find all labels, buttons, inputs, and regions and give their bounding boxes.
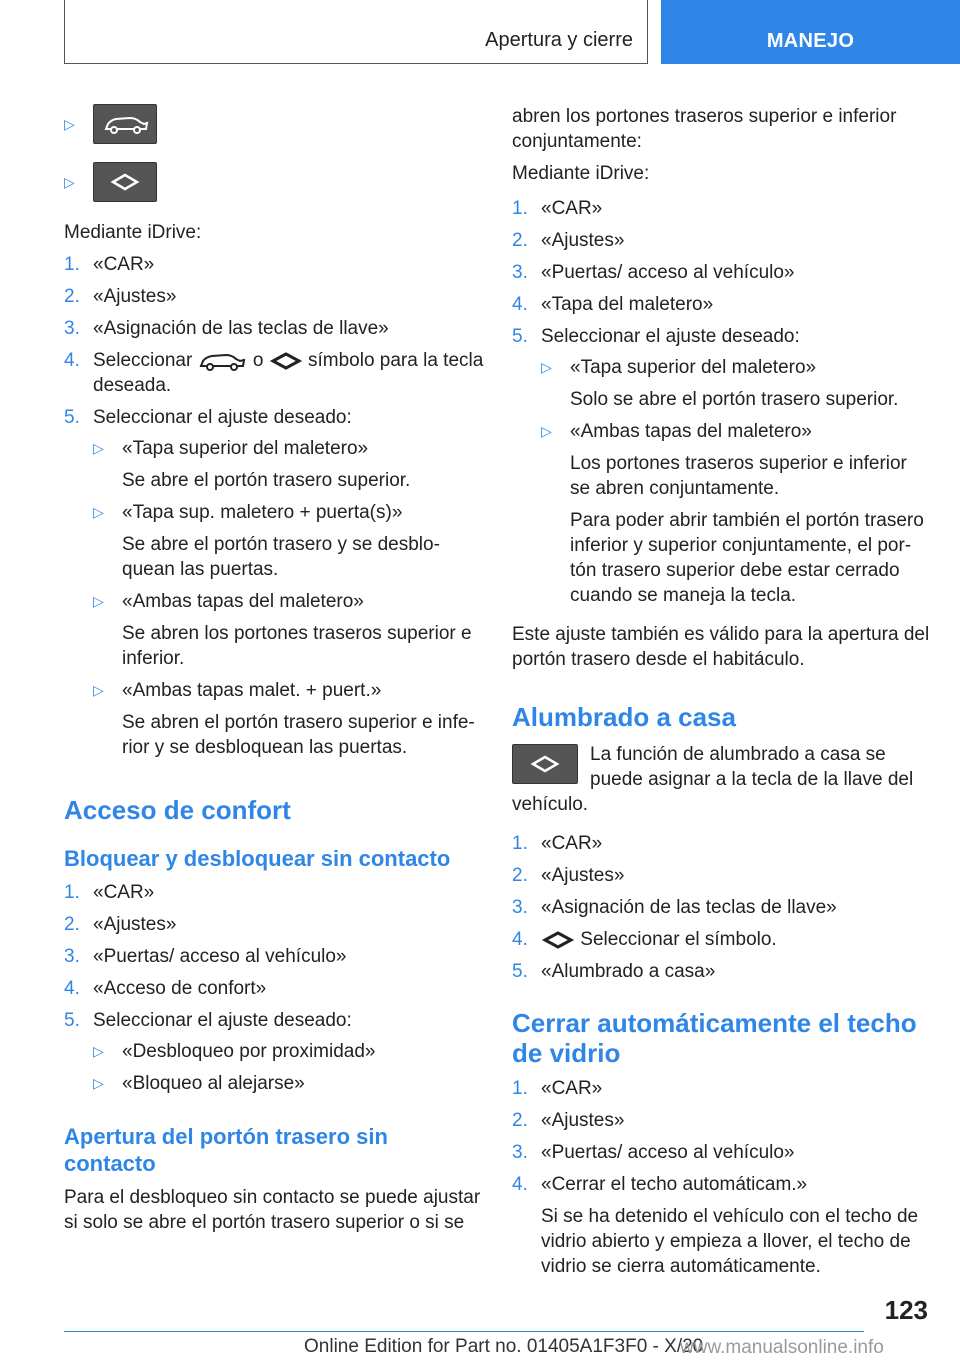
list-item: 2. «Ajustes» (512, 230, 625, 251)
list-item: 3. «Asignación de las teclas de llave» (512, 897, 837, 918)
key-icon-diamond-row (64, 162, 484, 202)
triangle-bullet-icon: ▷ (541, 359, 552, 375)
triangle-bullet-icon: ▷ (64, 173, 75, 190)
option-item: ▷ «Ambas tapas malet. + puert.» Se abren el portón trasero superior e infe-rior y se desbloquean las puertas. (93, 680, 475, 758)
triangle-bullet-icon: ▷ (93, 1043, 104, 1059)
list-item: 1. «CAR» (512, 198, 603, 219)
triangle-bullet-icon: ▷ (93, 1075, 104, 1091)
heading-auto-close-roof: Cerrar automáticamente el techo de vidrio (512, 1008, 917, 1068)
heading-comfort-access: Acceso de confort (64, 795, 291, 825)
list-item: 5. Seleccionar el ajuste deseado: ▷ «Tapa superior del maletero» Se abre el portón trasero superior. ▷ «Tapa sup. maletero + puerta(s)» Se abre el portón trasero y se desblo-quean las puertas. ▷ «Ambas tapas del maletero» Se abren los portones traseros superior e inferior. ▷ «Ambas tapas malet. + puert.» Se abren el portón trasero superior e infe-rior y se desbloquean las puertas. (64, 405, 484, 767)
right-column (512, 104, 930, 1286)
triangle-bullet-icon: ▷ (64, 115, 75, 132)
chapter-tab (661, 0, 960, 64)
car-tailgate-key-icon (93, 104, 157, 144)
triangle-bullet-icon: ▷ (93, 682, 104, 698)
list-item: 4. Seleccionar o símbolo para la tecla deseada. (64, 350, 484, 396)
car-outline-icon (198, 350, 248, 372)
valid-note: Este ajuste también es válido para la apertura del portón trasero desde el habitáculo. (512, 624, 930, 670)
triangle-bullet-icon: ▷ (93, 504, 104, 520)
watermark: www.manualsonline.info (680, 1337, 884, 1358)
key-icon-car-row (64, 104, 484, 144)
assign-steps (64, 252, 484, 767)
lock-steps (64, 880, 484, 1103)
list-item: 4. «Tapa del maletero» (512, 294, 714, 315)
idrive-label: Mediante iDrive: (512, 163, 650, 184)
list-item: 1. «CAR» (512, 833, 603, 854)
list-item: 2. «Ajustes» (64, 914, 177, 935)
list-item: 3. «Puertas/ acceso al vehículo» (512, 262, 795, 283)
tailgate-steps (512, 196, 930, 615)
heading-keyless-lock: Bloquear y desbloquear sin contacto (64, 846, 451, 871)
heading-keyless-tailgate: Apertura del portón trasero sin contacto (64, 1124, 388, 1176)
list-item: 5. Seleccionar el ajuste deseado: ▷ «Tapa superior del maletero» Solo se abre el portón trasero superior. ▷ «Ambas tapas del maletero» Los portones traseros superior e inferior se abren conjuntamente. Para poder abrir también el portón trasero inferior y superior conjuntamente, el por-tón trasero superior debe estar cerrado cuando se maneja la tecla. (512, 324, 930, 615)
section-tab (64, 0, 648, 64)
list-item: 5. «Alumbrado a casa» (512, 961, 716, 982)
triangle-bullet-icon: ▷ (93, 440, 104, 456)
list-item: 1. «CAR» (512, 1078, 603, 1099)
footer-divider (64, 1331, 864, 1332)
page-number: 123 (884, 1295, 928, 1325)
diamond-outline-icon (269, 350, 303, 372)
list-item: 4. Seleccionar el símbolo. (512, 929, 777, 950)
list-item: 3. «Puertas/ acceso al vehículo» (512, 1142, 795, 1163)
list-item: 3. «Puertas/ acceso al vehículo» (64, 946, 347, 967)
option-item: ▷ «Ambas tapas del maletero» Los portones traseros superior e inferior se abren conjuntamente. Para poder abrir también el portón trasero inferior y superior conjuntamente, el por-tón trasero superior debe estar cerrado cuando se maneja la tecla. (541, 421, 924, 606)
option-item: ▷ «Tapa superior del maletero» Solo se abre el portón trasero superior. (541, 357, 899, 410)
tailgate-text: Para el desbloqueo sin contacto se puede ajustar si solo se abre el portón trasero superior o si se (64, 1187, 481, 1233)
heading-home-lighting: Alumbrado a casa (512, 702, 736, 732)
list-item: 1. «CAR» (64, 882, 155, 903)
home-steps (512, 831, 930, 984)
idrive-label: Mediante iDrive: (64, 222, 202, 243)
list-item: 2. «Ajustes» (64, 286, 177, 307)
triangle-bullet-icon: ▷ (93, 593, 104, 609)
list-item: 4. «Acceso de confort» (64, 978, 267, 999)
edition-label: Online Edition for Part no. 01405A1F3F0 - X/20 (304, 1336, 704, 1357)
diamond-key-icon (512, 744, 578, 784)
chapter-title: MANEJO (766, 30, 855, 52)
list-item: 5. Seleccionar el ajuste deseado: ▷ «Desbloqueo por proximidad» ▷ «Bloqueo al alejarse» (64, 1008, 484, 1103)
left-column (64, 104, 484, 1242)
section-title: Apertura y cierre (485, 29, 633, 51)
option-item: ▷ «Tapa superior del maletero» Se abre el portón trasero superior. (93, 438, 411, 491)
roof-steps (512, 1076, 930, 1279)
diamond-outline-icon (541, 929, 575, 951)
option-item: ▷ «Desbloqueo por proximidad» (93, 1041, 376, 1062)
list-item: 2. «Ajustes» (512, 865, 625, 886)
option-item: ▷ «Bloqueo al alejarse» (93, 1073, 305, 1094)
continued-text: abren los portones traseros superior e inferior conjuntamente: (512, 106, 897, 152)
option-item: ▷ «Ambas tapas del maletero» Se abren los portones traseros superior e inferior. (93, 591, 472, 669)
list-item: 1. «CAR» (64, 254, 155, 275)
triangle-bullet-icon: ▷ (541, 423, 552, 439)
diamond-key-icon (93, 162, 157, 202)
list-item: 2. «Ajustes» (512, 1110, 625, 1131)
option-item: ▷ «Tapa sup. maletero + puerta(s)» Se abre el portón trasero y se desblo-quean las puertas. (93, 502, 440, 580)
list-item: 4. «Cerrar el techo automáticam.» Si se ha detenido el vehículo con el techo de vidrio abierto y empieza a llover, el techo de vidrio se cierra automáticamente. (512, 1174, 919, 1277)
home-paragraph: La función de alumbrado a casa se puede asignar a la tecla de la llave del vehículo. (512, 744, 914, 815)
list-item: 3. «Asignación de las teclas de llave» (64, 318, 389, 339)
